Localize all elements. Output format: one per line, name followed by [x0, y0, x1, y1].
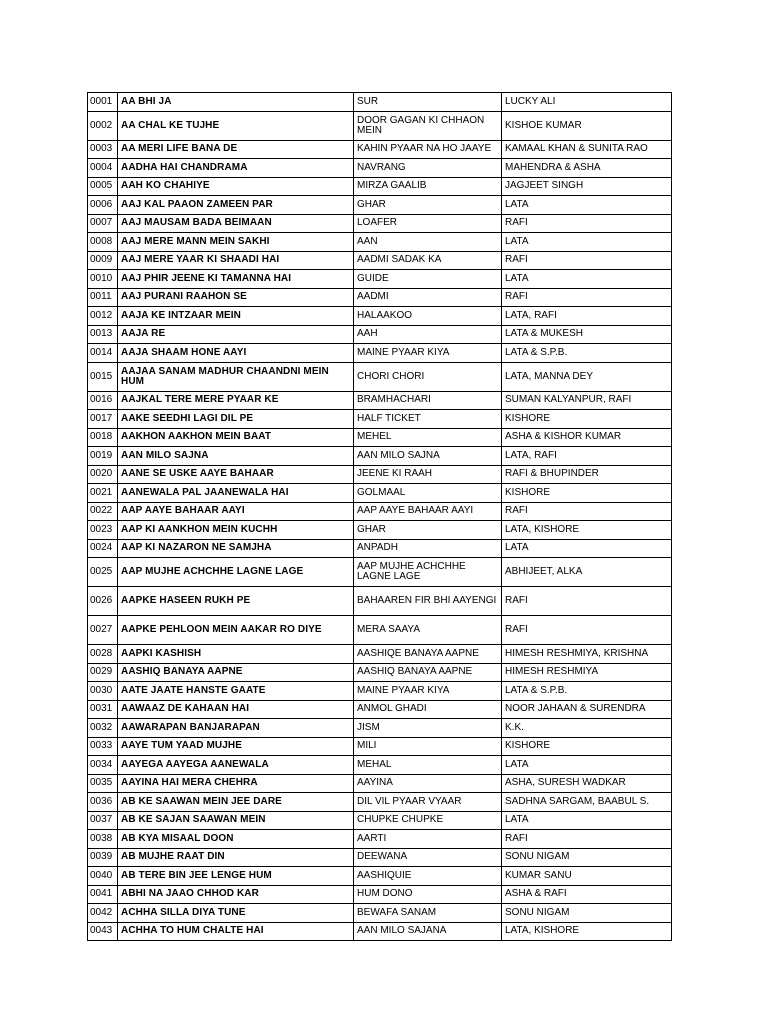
- table-row: [88, 428, 672, 447]
- song-title: AAP MUJHE ACHCHHE LAGNE LAGE: [118, 558, 354, 587]
- table-row: [88, 587, 672, 616]
- table-row: [88, 233, 672, 252]
- song-title: AAJ KAL PAAON ZAMEEN PAR: [118, 196, 354, 215]
- film-name: SUR: [354, 93, 502, 112]
- artist-name: ASHA & RAFI: [502, 885, 672, 904]
- artist-name: LATA: [502, 811, 672, 830]
- artist-name: KAMAAL KHAN & SUNITA RAO: [502, 140, 672, 159]
- table-row: [88, 177, 672, 196]
- song-number: 0031: [88, 700, 118, 719]
- song-number: 0020: [88, 465, 118, 484]
- artist-name: LATA, RAFI: [502, 307, 672, 326]
- artist-name: ASHA, SURESH WADKAR: [502, 774, 672, 793]
- song-number: 0005: [88, 177, 118, 196]
- table-row: [88, 521, 672, 540]
- table-row: [88, 140, 672, 159]
- film-name: GHAR: [354, 521, 502, 540]
- film-name: JEENE KI RAAH: [354, 465, 502, 484]
- song-title: AAJA RE: [118, 325, 354, 344]
- artist-name: RAFI: [502, 616, 672, 645]
- table-row: [88, 682, 672, 701]
- film-name: GUIDE: [354, 270, 502, 289]
- song-title: ABHI NA JAAO CHHOD KAR: [118, 885, 354, 904]
- song-number: 0034: [88, 756, 118, 775]
- song-title: AAN MILO SAJNA: [118, 447, 354, 466]
- song-title: AAYEGA AAYEGA AANEWALA: [118, 756, 354, 775]
- song-title: AANE SE USKE AAYE BAHAAR: [118, 465, 354, 484]
- table-row: [88, 307, 672, 326]
- table-row: [88, 904, 672, 923]
- song-title: ACHHA SILLA DIYA TUNE: [118, 904, 354, 923]
- table-row: [88, 774, 672, 793]
- artist-name: KUMAR SANU: [502, 867, 672, 886]
- song-title: AAJ MERE MANN MEIN SAKHI: [118, 233, 354, 252]
- artist-name: RAFI: [502, 288, 672, 307]
- song-number: 0007: [88, 214, 118, 233]
- film-name: HALAAKOO: [354, 307, 502, 326]
- table-row: [88, 811, 672, 830]
- song-title: AAPKE HASEEN RUKH PE: [118, 587, 354, 616]
- film-name: ANPADH: [354, 539, 502, 558]
- song-title: AASHIQ BANAYA AAPNE: [118, 663, 354, 682]
- table-row: [88, 793, 672, 812]
- song-title: AAJA SHAAM HONE AAYI: [118, 344, 354, 363]
- song-title: AA CHAL KE TUJHE: [118, 111, 354, 140]
- artist-name: K.K.: [502, 719, 672, 738]
- song-number: 0018: [88, 428, 118, 447]
- film-name: DOOR GAGAN KI CHHAON MEIN: [354, 111, 502, 140]
- table-row: [88, 848, 672, 867]
- artist-name: RAFI: [502, 587, 672, 616]
- film-name: BAHAAREN FIR BHI AAYENGI: [354, 587, 502, 616]
- song-title: AAP KI NAZARON NE SAMJHA: [118, 539, 354, 558]
- artist-name: MAHENDRA & ASHA: [502, 159, 672, 178]
- artist-name: LATA, MANNA DEY: [502, 362, 672, 391]
- table-row: [88, 558, 672, 587]
- song-list-body: [88, 93, 672, 941]
- film-name: MAINE PYAAR KIYA: [354, 344, 502, 363]
- song-number: 0035: [88, 774, 118, 793]
- artist-name: ASHA & KISHOR KUMAR: [502, 428, 672, 447]
- song-title: AAJAA SANAM MADHUR CHAANDNI MEIN HUM: [118, 362, 354, 391]
- artist-name: RAFI: [502, 502, 672, 521]
- song-title: ACHHA TO HUM CHALTE HAI: [118, 922, 354, 941]
- song-number: 0041: [88, 885, 118, 904]
- artist-name: HIMESH RESHMIYA: [502, 663, 672, 682]
- song-number: 0043: [88, 922, 118, 941]
- artist-name: RAFI: [502, 830, 672, 849]
- artist-name: RAFI: [502, 251, 672, 270]
- song-number: 0001: [88, 93, 118, 112]
- artist-name: LATA & S.P.B.: [502, 344, 672, 363]
- artist-name: LATA & S.P.B.: [502, 682, 672, 701]
- song-number: 0036: [88, 793, 118, 812]
- artist-name: LATA: [502, 756, 672, 775]
- film-name: MILI: [354, 737, 502, 756]
- artist-name: JAGJEET SINGH: [502, 177, 672, 196]
- song-number: 0008: [88, 233, 118, 252]
- table-row: [88, 344, 672, 363]
- song-number: 0013: [88, 325, 118, 344]
- artist-name: LATA: [502, 270, 672, 289]
- song-number: 0038: [88, 830, 118, 849]
- table-row: [88, 362, 672, 391]
- artist-name: LATA, KISHORE: [502, 922, 672, 941]
- film-name: BEWAFA SANAM: [354, 904, 502, 923]
- table-row: [88, 484, 672, 503]
- film-name: HALF TICKET: [354, 410, 502, 429]
- artist-name: SUMAN KALYANPUR, RAFI: [502, 391, 672, 410]
- table-row: [88, 159, 672, 178]
- song-number: 0016: [88, 391, 118, 410]
- table-row: [88, 885, 672, 904]
- song-number: 0019: [88, 447, 118, 466]
- film-name: AADMI: [354, 288, 502, 307]
- artist-name: SADHNA SARGAM, BAABUL S.: [502, 793, 672, 812]
- artist-name: ABHIJEET, ALKA: [502, 558, 672, 587]
- song-number: 0026: [88, 587, 118, 616]
- film-name: MERA SAAYA: [354, 616, 502, 645]
- artist-name: LUCKY ALI: [502, 93, 672, 112]
- song-number: 0009: [88, 251, 118, 270]
- film-name: ANMOL GHADI: [354, 700, 502, 719]
- film-name: AADMI SADAK KA: [354, 251, 502, 270]
- film-name: HUM DONO: [354, 885, 502, 904]
- song-number: 0037: [88, 811, 118, 830]
- artist-name: KISHOE KUMAR: [502, 111, 672, 140]
- song-title: AAKE SEEDHI LAGI DIL PE: [118, 410, 354, 429]
- table-row: [88, 663, 672, 682]
- film-name: AAYINA: [354, 774, 502, 793]
- film-name: AAP AAYE BAHAAR AAYI: [354, 502, 502, 521]
- table-row: [88, 922, 672, 941]
- song-title: AAJ PHIR JEENE KI TAMANNA HAI: [118, 270, 354, 289]
- artist-name: NOOR JAHAAN & SURENDRA: [502, 700, 672, 719]
- table-row: [88, 502, 672, 521]
- song-number: 0006: [88, 196, 118, 215]
- song-title: AB KE SAJAN SAAWAN MEIN: [118, 811, 354, 830]
- table-row: [88, 616, 672, 645]
- table-row: [88, 214, 672, 233]
- table-row: [88, 196, 672, 215]
- artist-name: LATA: [502, 196, 672, 215]
- song-list-table: [87, 92, 672, 941]
- song-number: 0023: [88, 521, 118, 540]
- song-title: AAJ MERE YAAR KI SHAADI HAI: [118, 251, 354, 270]
- song-number: 0040: [88, 867, 118, 886]
- table-row: [88, 288, 672, 307]
- song-number: 0033: [88, 737, 118, 756]
- film-name: GOLMAAL: [354, 484, 502, 503]
- table-row: [88, 270, 672, 289]
- film-name: DIL VIL PYAAR VYAAR: [354, 793, 502, 812]
- artist-name: LATA: [502, 233, 672, 252]
- film-name: AAN MILO SAJNA: [354, 447, 502, 466]
- table-row: [88, 867, 672, 886]
- song-title: AAJKAL TERE MERE PYAAR KE: [118, 391, 354, 410]
- film-name: MAINE PYAAR KIYA: [354, 682, 502, 701]
- table-row: [88, 93, 672, 112]
- film-name: JISM: [354, 719, 502, 738]
- table-row: [88, 756, 672, 775]
- song-title: AA MERI LIFE BANA DE: [118, 140, 354, 159]
- film-name: AARTI: [354, 830, 502, 849]
- film-name: AAH: [354, 325, 502, 344]
- song-title: AA BHI JA: [118, 93, 354, 112]
- artist-name: RAFI: [502, 214, 672, 233]
- song-title: AAPKE PEHLOON MEIN AAKAR RO DIYE: [118, 616, 354, 645]
- song-number: 0030: [88, 682, 118, 701]
- table-row: [88, 700, 672, 719]
- artist-name: KISHORE: [502, 484, 672, 503]
- song-number: 0028: [88, 645, 118, 664]
- film-name: NAVRANG: [354, 159, 502, 178]
- song-title: AATE JAATE HANSTE GAATE: [118, 682, 354, 701]
- song-title: AAYINA HAI MERA CHEHRA: [118, 774, 354, 793]
- film-name: MEHAL: [354, 756, 502, 775]
- song-title: AAJA KE INTZAAR MEIN: [118, 307, 354, 326]
- table-row: [88, 447, 672, 466]
- film-name: MEHEL: [354, 428, 502, 447]
- artist-name: LATA, KISHORE: [502, 521, 672, 540]
- song-number: 0029: [88, 663, 118, 682]
- song-number: 0015: [88, 362, 118, 391]
- film-name: AASHIQ BANAYA AAPNE: [354, 663, 502, 682]
- film-name: AAN: [354, 233, 502, 252]
- table-row: [88, 830, 672, 849]
- song-number: 0014: [88, 344, 118, 363]
- song-number: 0017: [88, 410, 118, 429]
- table-row: [88, 410, 672, 429]
- song-number: 0024: [88, 539, 118, 558]
- table-row: [88, 111, 672, 140]
- table-row: [88, 539, 672, 558]
- song-title: AAWAAZ DE KAHAAN HAI: [118, 700, 354, 719]
- artist-name: RAFI & BHUPINDER: [502, 465, 672, 484]
- film-name: LOAFER: [354, 214, 502, 233]
- artist-name: SONU NIGAM: [502, 848, 672, 867]
- film-name: AAN MILO SAJANA: [354, 922, 502, 941]
- song-title: AAYE TUM YAAD MUJHE: [118, 737, 354, 756]
- song-number: 0012: [88, 307, 118, 326]
- film-name: MIRZA GAALIB: [354, 177, 502, 196]
- song-number: 0027: [88, 616, 118, 645]
- artist-name: LATA: [502, 539, 672, 558]
- film-name: KAHIN PYAAR NA HO JAAYE: [354, 140, 502, 159]
- film-name: GHAR: [354, 196, 502, 215]
- table-row: [88, 391, 672, 410]
- film-name: CHUPKE CHUPKE: [354, 811, 502, 830]
- song-title: AB TERE BIN JEE LENGE HUM: [118, 867, 354, 886]
- table-row: [88, 465, 672, 484]
- song-title: AB KYA MISAAL DOON: [118, 830, 354, 849]
- table-row: [88, 737, 672, 756]
- table-row: [88, 719, 672, 738]
- film-name: AASHIQE BANAYA AAPNE: [354, 645, 502, 664]
- song-title: AAWARAPAN BANJARAPAN: [118, 719, 354, 738]
- song-title: AAKHON AAKHON MEIN BAAT: [118, 428, 354, 447]
- song-title: AAJ PURANI RAAHON SE: [118, 288, 354, 307]
- song-number: 0032: [88, 719, 118, 738]
- film-name: AAP MUJHE ACHCHHE LAGNE LAGE: [354, 558, 502, 587]
- film-name: AASHIQUIE: [354, 867, 502, 886]
- song-number: 0010: [88, 270, 118, 289]
- song-number: 0022: [88, 502, 118, 521]
- song-number: 0025: [88, 558, 118, 587]
- film-name: BRAMHACHARI: [354, 391, 502, 410]
- song-title: AAP AAYE BAHAAR AAYI: [118, 502, 354, 521]
- song-title: AAH KO CHAHIYE: [118, 177, 354, 196]
- film-name: CHORI CHORI: [354, 362, 502, 391]
- table-row: [88, 325, 672, 344]
- song-number: 0021: [88, 484, 118, 503]
- song-number: 0042: [88, 904, 118, 923]
- table-row: [88, 645, 672, 664]
- artist-name: KISHORE: [502, 410, 672, 429]
- song-number: 0039: [88, 848, 118, 867]
- song-title: AB MUJHE RAAT DIN: [118, 848, 354, 867]
- song-title: AANEWALA PAL JAANEWALA HAI: [118, 484, 354, 503]
- artist-name: KISHORE: [502, 737, 672, 756]
- artist-name: HIMESH RESHMIYA, KRISHNA: [502, 645, 672, 664]
- artist-name: LATA & MUKESH: [502, 325, 672, 344]
- song-title: AAJ MAUSAM BADA BEIMAAN: [118, 214, 354, 233]
- song-title: AADHA HAI CHANDRAMA: [118, 159, 354, 178]
- song-title: AAP KI AANKHON MEIN KUCHH: [118, 521, 354, 540]
- song-title: AAPKI KASHISH: [118, 645, 354, 664]
- artist-name: LATA, RAFI: [502, 447, 672, 466]
- artist-name: SONU NIGAM: [502, 904, 672, 923]
- song-number: 0003: [88, 140, 118, 159]
- table-row: [88, 251, 672, 270]
- song-number: 0011: [88, 288, 118, 307]
- song-number: 0002: [88, 111, 118, 140]
- film-name: DEEWANA: [354, 848, 502, 867]
- song-number: 0004: [88, 159, 118, 178]
- song-title: AB KE SAAWAN MEIN JEE DARE: [118, 793, 354, 812]
